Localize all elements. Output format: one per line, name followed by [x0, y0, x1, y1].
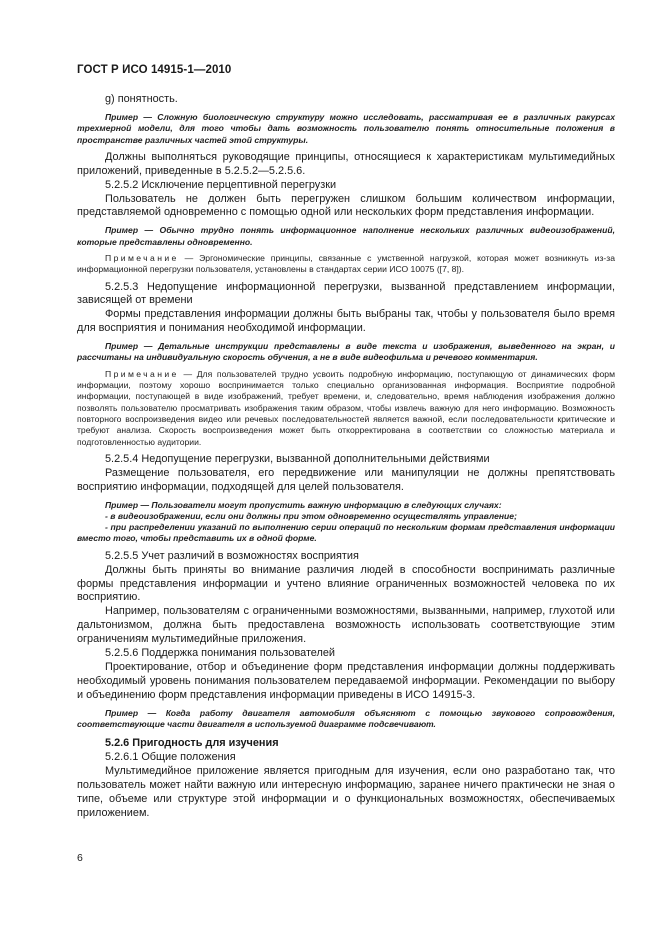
note-1 — [77, 253, 615, 276]
note-label: Примечание — [105, 368, 179, 379]
section-heading-5254: 5.2.5.4 Недопущение перегрузки, вызванной дополнительными действиями — [105, 452, 490, 465]
section-heading-5256: 5.2.5.6 Поддержка понимания пользователей — [105, 647, 335, 660]
section-heading-526: 5.2.6 Пригодность для изучения — [105, 737, 279, 750]
note-label: Примечание — [105, 252, 179, 263]
note-2 — [77, 369, 615, 448]
example-1: Пример — Сложную биологическую структуру можно исследовать, рассматривая ее в различных ракурсах трехмерной модели, для того чтобы дать возможность пользователю понять относительные положения в пространстве различных частей этой структуры. — [77, 111, 615, 145]
section-heading-5255: 5.2.5.5 Учет различий в возможностях восприятия — [105, 549, 359, 562]
example-4-intro: Пример — Пользователи могут пропустить важную информацию в следующих случаях: — [105, 499, 502, 510]
paragraph-5253: Формы представления информации должны быть выбраны так, чтобы у пользователя было время для восприятия и понимания необходимой информации. — [77, 308, 615, 335]
paragraph-5255-example: Например, пользователям с ограниченными возможностями, вызванными, например, глухотой или дальтонизмом, должна быть предоставлена возможность использовать соответствующие этим ограничениям мультимедийные приложения. — [77, 605, 615, 646]
note-text: — Эргономические принципы, связанные с умственной нагрузкой, которая может возникнуть из-за информационной перегрузки пользователя, установлены в стандартах серии ИСО 10075 ([7, 8]). — [77, 252, 615, 275]
example-4-item-a: - в видеоизображении, если они должны при этом одновременно осуществлять управление; — [105, 510, 517, 521]
list-item-g: g) понятность. — [105, 93, 178, 105]
page-body — [77, 93, 615, 821]
example-2: Пример — Обычно трудно понять информационное наполнение нескольких различных видеоизображений, которые представлены одновременно. — [77, 225, 615, 247]
section-heading-5261: 5.2.6.1 Общие положения — [105, 751, 236, 764]
example-5: Пример — Когда работу двигателя автомобиля объясняют с помощью звукового сопровождения, соответствующие части двигателя в используемой диаграмме подсвечивают. — [77, 707, 615, 729]
section-heading-5253: 5.2.5.3 Недопущение информационной перегрузки, вызванной представлением информации, зависящей от времени — [77, 280, 615, 307]
paragraph-5261: Мультимедийное приложение является пригодным для изучения, если оно разработано так, что пользователь может найти важную или интересную информацию, заранее ничего практически не зная о типе, объеме или структуре этой информации и о функциональных возможностях, обеспечиваемых приложением. — [77, 765, 615, 819]
note-text: — Для пользователей трудно усвоить подробную информацию, поступающую от динамических форм информации, поэтому хорошо воспринимается только специально организованная информация. Восприятие подробной информации, поступающей в виде изображений, требует времени, и, следовательно, время наблюдения изображения должно позволять пользователю просматривать изображения таким образом, чтобы извлечь важную для него информацию. Возможность повторного воспроизведения видео или речевых последовательностей является важной, если последовательности критические и требуют анализа. Скорость воспроизведения может быть откорректирована в соответствии со сложностью материала и подготовленностью аудитории. — [77, 368, 615, 447]
document-header: ГОСТ Р ИСО 14915-1—2010 — [77, 64, 232, 76]
paragraph-guidelines: Должны выполняться руководящие принципы, относящиеся к характеристикам мультимедийных приложений, приведенные в 5.2.5.2—5.2.5.6. — [77, 150, 615, 177]
example-3: Пример — Детальные инструкции представлены в виде текста и изображения, выведенного на экран, и рассчитаны на индивидуальную скорость обучения, а не в виде видеофильма и речевого комментария. — [77, 341, 615, 363]
paragraph-5252: Пользователь не должен быть перегружен слишком большим количеством информации, представляемой одновременно с помощью одной или нескольких форм представления информации. — [77, 192, 615, 219]
section-heading-5252: 5.2.5.2 Исключение перцептивной перегрузки — [105, 178, 337, 191]
paragraph-5255: Должны быть приняты во внимание различия людей в способности воспринимать различные формы представления информации и учтено влияние ограниченных возможностей человека по их восприятию. — [77, 563, 615, 604]
page-number: 6 — [77, 852, 83, 864]
example-4-item-b: - при распределении указаний по выполнению серии операций по нескольким формам представления информации вместо того, чтобы представить их в одной форме. — [77, 522, 615, 544]
paragraph-5254: Размещение пользователя, его передвижение или манипуляции не должны препятствовать восприятию информации, подходящей для целей пользователя. — [77, 466, 615, 493]
paragraph-5256: Проектирование, отбор и объединение форм представления информации должны поддерживать необходимый уровень понимания пользователем передаваемой информации. Рекомендации по выбору и объединению форм представления информации приведены в ИСО 14915-3. — [77, 660, 615, 701]
